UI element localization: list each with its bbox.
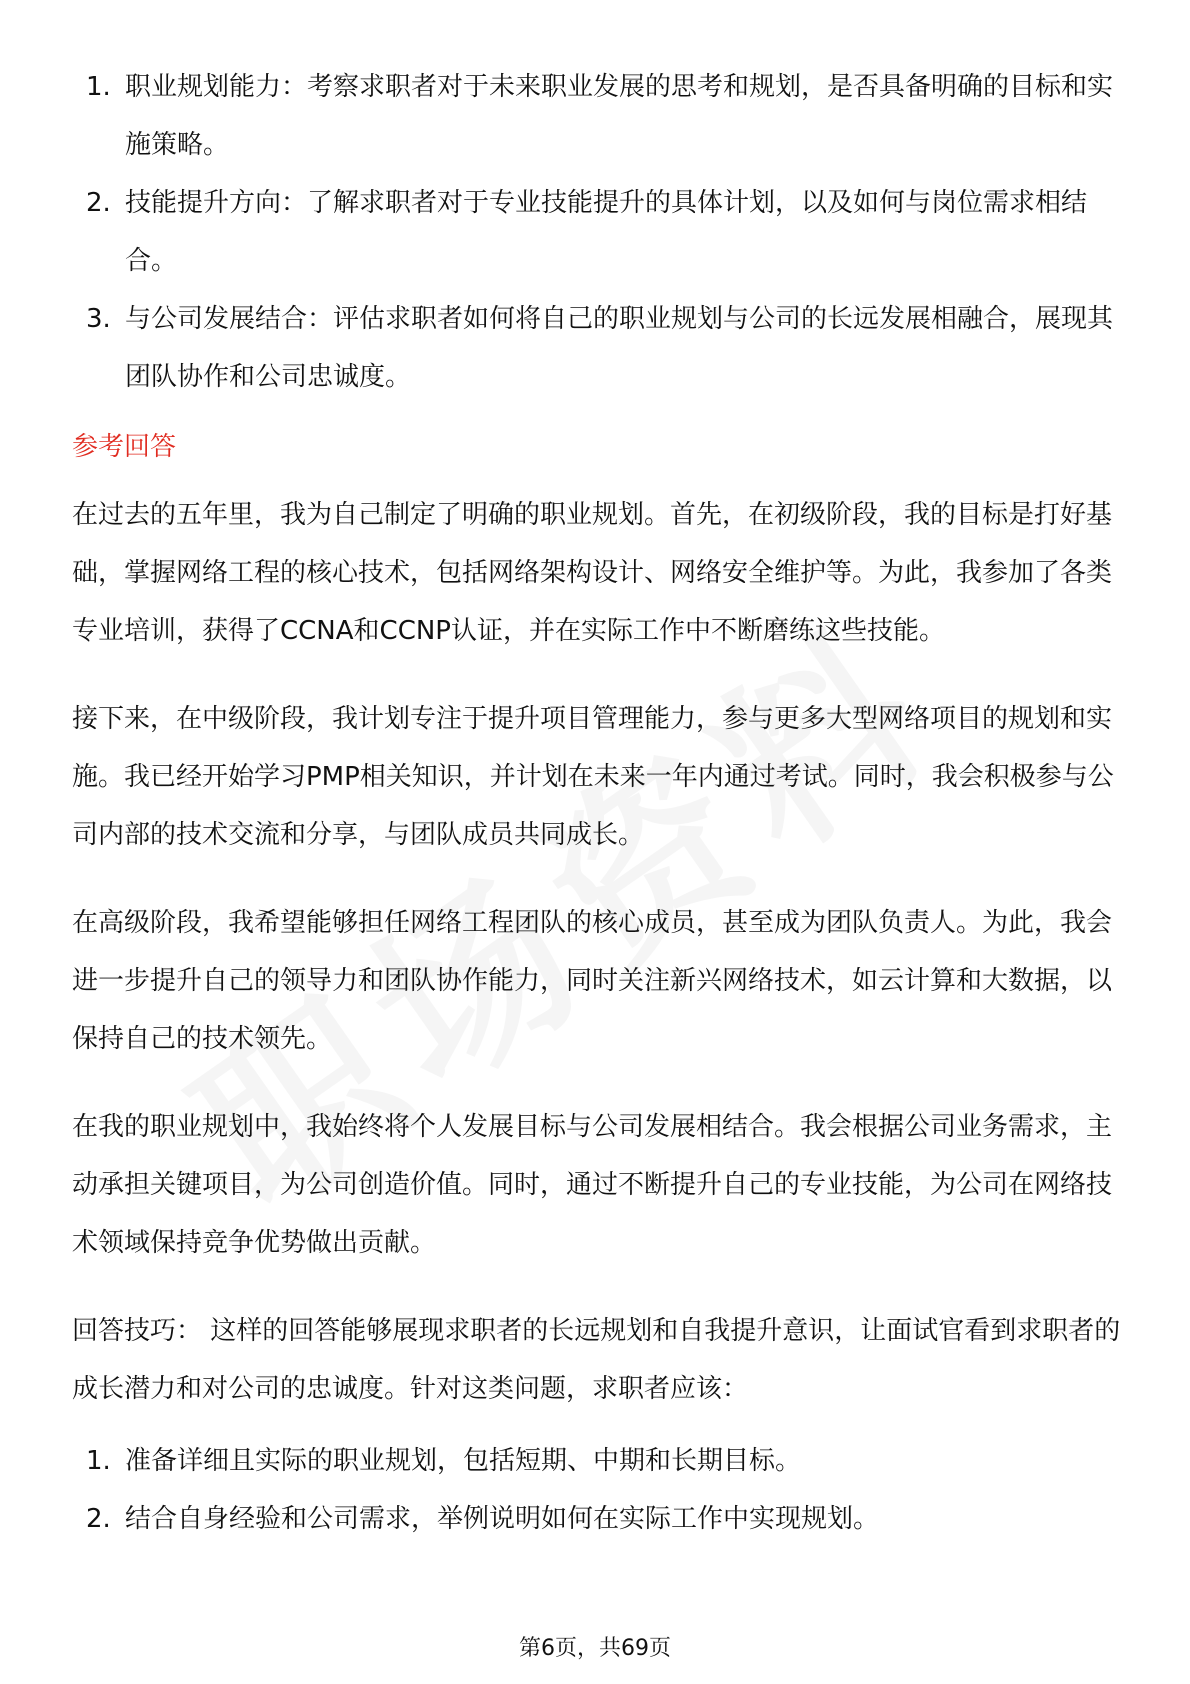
list-item-text: 与公司发展结合：评估求职者如何将自己的职业规划与公司的长远发展相融合，展现其团队协作和公司忠诚度。 — [125, 304, 1114, 392]
tips-list — [72, 1432, 1122, 1548]
tips-paragraph: 回答技巧： 这样的回答能够展现求职者的长远规划和自我提升意识，让面试官看到求职者的成长潜力和对公司的忠诚度。针对这类问题，求职者应该： — [72, 1316, 1121, 1404]
page-footer: 第6页，共69页 — [519, 1636, 671, 1661]
list-item-text: 职业规划能力：考察求职者对于未来职业发展的思考和规划，是否具备明确的目标和实施策略。 — [125, 72, 1114, 160]
section-heading: 参考回答 — [72, 432, 177, 462]
list-item-text: 准备详细且实际的职业规划，包括短期、中期和长期目标。 — [125, 1446, 802, 1476]
list-item — [72, 290, 1122, 406]
criteria-list — [72, 58, 1122, 406]
list-number: 2. — [86, 1504, 111, 1534]
list-item — [72, 58, 1122, 174]
list-number: 1. — [86, 72, 111, 102]
page-content — [72, 58, 1122, 1548]
answer-paragraph: 在过去的五年里，我为自己制定了明确的职业规划。首先，在初级阶段，我的目标是打好基础，掌握网络工程的核心技术，包括网络架构设计、网络安全维护等。为此，我参加了各类专业培训，获得了CCNA和CCNP认证，并在实际工作中不断磨练这些技能。 — [72, 500, 1113, 646]
answer-paragraph: 在高级阶段，我希望能够担任网络工程团队的核心成员，甚至成为团队负责人。为此，我会进一步提升自己的领导力和团队协作能力，同时关注新兴网络技术，如云计算和大数据，以保持自己的技术领先。 — [72, 908, 1113, 1054]
list-item — [72, 1490, 1122, 1548]
list-number: 3. — [86, 304, 111, 334]
list-item — [72, 1432, 1122, 1490]
list-item — [72, 174, 1122, 290]
list-number: 2. — [86, 188, 111, 218]
answer-paragraph: 在我的职业规划中，我始终将个人发展目标与公司发展相结合。我会根据公司业务需求，主动承担关键项目，为公司创造价值。同时，通过不断提升自己的专业技能，为公司在网络技术领域保持竞争优势做出贡献。 — [72, 1112, 1113, 1258]
answer-paragraph: 接下来，在中级阶段，我计划专注于提升项目管理能力，参与更多大型网络项目的规划和实施。我已经开始学习PMP相关知识，并计划在未来一年内通过考试。同时，我会积极参与公司内部的技术交流和分享，与团队成员共同成长。 — [72, 704, 1114, 850]
list-item-text: 结合自身经验和公司需求，举例说明如何在实际工作中实现规划。 — [125, 1504, 880, 1534]
list-item-text: 技能提升方向：了解求职者对于专业技能提升的具体计划，以及如何与岗位需求相结合。 — [125, 188, 1088, 276]
list-number: 1. — [86, 1446, 111, 1476]
